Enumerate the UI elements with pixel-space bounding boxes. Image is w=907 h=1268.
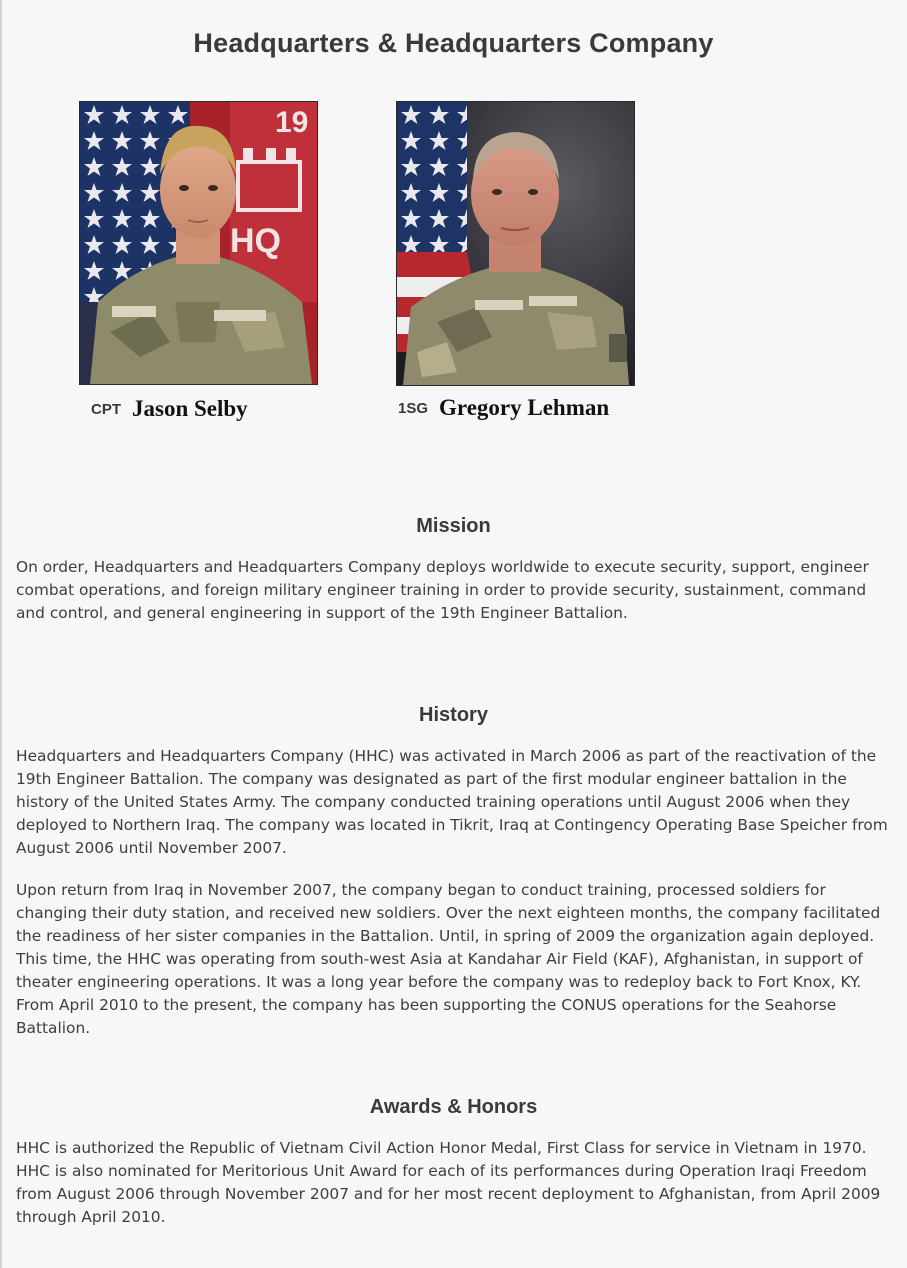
commander-portrait [79, 101, 318, 385]
mission-text: On order, Headquarters and Headquarters Company deploys worldwide to execute security, support, engineer combat operations, and foreign military engineer training in order to provide security, sustainment, command and control, and general engineering in support of the 19th Engineer Battalion. [16, 558, 869, 622]
awards-heading: Awards & Honors [369, 1096, 538, 1118]
commander-caption [91, 396, 248, 422]
left-border-rule [0, 0, 2, 1268]
awards-text: HHC is authorized the Republic of Vietnam Civil Action Honor Medal, First Class for service in Vietnam in 1970. HHC is also nominated for Meritorious Unit Award for each of its performances during Operation Iraqi Freedom from August 2006 through November 2007 and for her most recent deployment to Afghanistan, from April 2009 through April 2010. [16, 1139, 881, 1226]
svg-text:HQ: HQ [230, 222, 281, 260]
commander-name: Jason Selby [132, 396, 248, 421]
commander-rank: CPT [91, 401, 121, 418]
first-sergeant-portrait [396, 101, 635, 386]
history-paragraph-1: Headquarters and Headquarters Company (HHC) was activated in March 2006 as part of the reactivation of the 19th Engineer Battalion. The company was designated as part of the first modular engineer battalion in the history of the United States Army. The company conducted training operations until August 2006 when they deployed to Northern Iraq. The company was located in Tikrit, Iraq at Contingency Operating Base Speicher from August 2006 until November 2007. [16, 747, 888, 857]
first-sergeant-rank: 1SG [398, 400, 429, 417]
first-sergeant-caption [398, 395, 609, 421]
history-heading: History [419, 704, 488, 726]
first-sergeant-name: Gregory Lehman [439, 395, 610, 420]
page-title: Headquarters & Headquarters Company [193, 28, 714, 58]
svg-text:19: 19 [275, 106, 309, 139]
mission-heading: Mission [416, 515, 491, 537]
history-paragraph-2: Upon return from Iraq in November 2007, the company began to conduct training, processed soldiers for changing their duty station, and received new soldiers. Over the next eighteen months, the company facilitated the readiness of her sister companies in the Battalion. Until, in spring of 2009 the organization again deployed. This time, the HHC was operating from south-west Asia at Kandahar Air Field (KAF), Afghanistan, in support of theater engineering operations. It was a long year before the company was to redeploy back to Fort Knox, KY. From April 2010 to the present, the company has been supporting the CONUS operations for the Seahorse Battalion. [16, 881, 881, 1037]
